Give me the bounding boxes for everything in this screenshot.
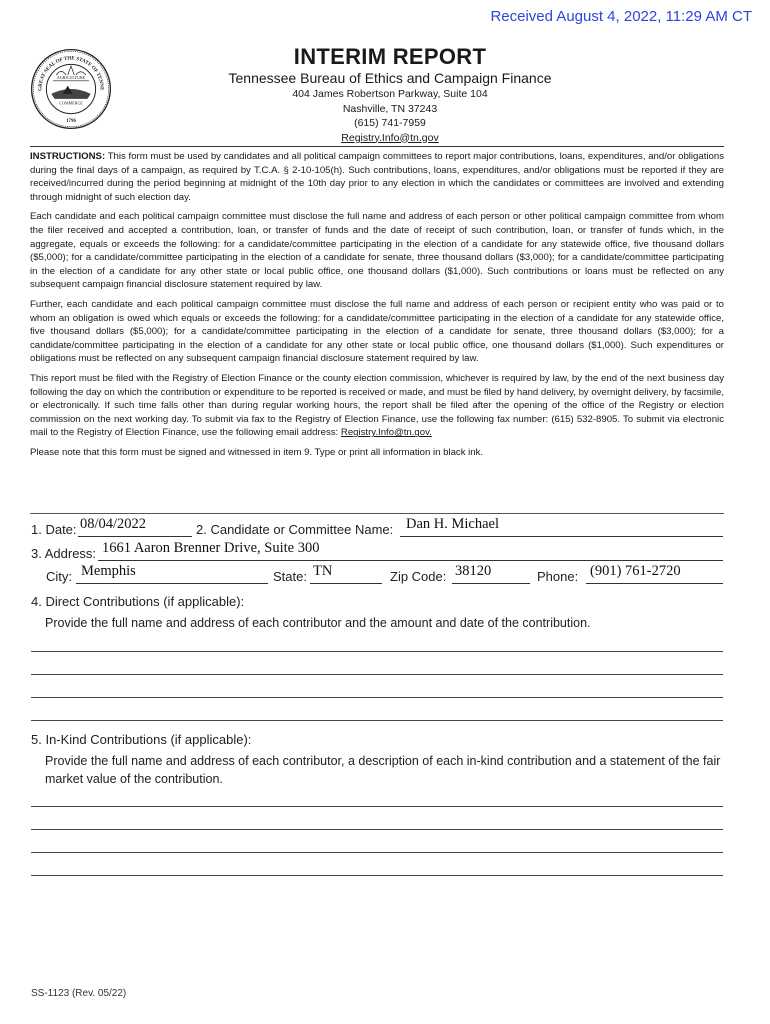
- agency-name: Tennessee Bureau of Ethics and Campaign Finance: [228, 70, 552, 86]
- report-title: INTERIM REPORT: [293, 44, 487, 69]
- state-field[interactable]: TN: [313, 563, 333, 579]
- address-underline: [98, 560, 723, 561]
- direct-contributions-line-4[interactable]: [31, 720, 723, 721]
- city-underline: [76, 583, 268, 584]
- address-line-2: Nashville, TN 37243: [342, 102, 438, 115]
- in-kind-contributions-line-3[interactable]: [31, 852, 723, 853]
- state-label: State:: [273, 569, 307, 584]
- address-line-1: 404 James Robertson Parkway, Suite 104: [292, 88, 488, 100]
- zip-code-underline: [452, 583, 530, 584]
- candidate-name-field[interactable]: Dan H. Michael: [406, 516, 500, 532]
- address-field[interactable]: 1661 Aaron Brenner Drive, Suite 300: [102, 540, 320, 556]
- phone-field[interactable]: (901) 761-2720: [590, 563, 681, 579]
- instructions-paragraph-4: This report must be filed with the Registry of Election Finance or the county election commission, whichever is required by law, by the end of the next business day following the day on which the contribution or expenditure to be reported is received or made, and must be filed by hand delivery, by overnight delivery, by facsimile, or electronically. If such time falls other than during regular working hours, the report shall be filed after the opening of the office of the Registry or election commission on the next working day. To submit via fax to the Registry of Election Finance, use the following fax number: (615) 532-8905. To submit via electronic mail to the Registry of Election Finance, use the following email address: Registry.Info@tn.gov.: [30, 372, 724, 439]
- svg-text:THE GREAT SEAL OF THE STATE OF: [30, 48, 105, 91]
- in-kind-contributions-instructions: Provide the full name and address of each contributor, a description of each in-kind contribution and a statement of the fair market value of the contribution.: [45, 754, 721, 786]
- header-divider: [30, 146, 724, 147]
- direct-contributions-label: 4. Direct Contributions (if applicable):: [31, 594, 245, 609]
- address-label: 3. Address:: [31, 546, 97, 561]
- in-kind-contributions-line-2[interactable]: [31, 829, 723, 830]
- seal-middle-text: AGRICULTURE: [56, 75, 86, 81]
- instructions-paragraph-1: INSTRUCTIONS: This form must be used by candidates and all political campaign committees to report major contributions, loans, expenditures, and/or obligations during the final days of a campaign, as required by T.C.A. § 2-10-105(h). Such contributions, loans, expenditures, and/or obligations must be reported if they are received/incurred during the period beginning at midnight of the 10th day prior to any election in which the candidates or committees are involved and extending through midnight of such election day.: [30, 151, 724, 203]
- zip-code-label: Zip Code:: [390, 569, 447, 584]
- city-label: City:: [46, 569, 72, 584]
- agency-email-link[interactable]: Registry.Info@tn.gov: [341, 131, 439, 144]
- tennessee-state-seal-icon: [30, 48, 112, 130]
- direct-contributions-line-3[interactable]: [31, 697, 723, 698]
- direct-contributions-line-2[interactable]: [31, 674, 723, 675]
- in-kind-contributions-label: 5. In-Kind Contributions (if applicable):: [31, 732, 252, 747]
- direct-contributions-instructions: Provide the full name and address of each contributor and the amount and date of the contribution.: [45, 616, 591, 630]
- instructions-paragraph-2: Each candidate and each political campaign committee must disclose the full name and address of each person or other political campaign committee from whom the filer received and accepted a contribution, loan, or transfer of funds and the date of receipt of such contribution, loan, or transfer of funds which, in the aggregate, equals or exceeds the following: for a candidate/committee participating in the election of a candidate for any statewide office, five thousand dollars ($5,000); for a candidate/committee participating in the election of a candidate for senate, three thousand dollars ($3,000); for a candidate/committee participating in the election of a candidate for any other state or local public office, one thousand dollars ($1,000). Such contributions or loans must be reflected on any subsequent campaign financial disclosure statement required by law.: [30, 211, 724, 291]
- instructions-block: [30, 150, 724, 465]
- instructions-lead: INSTRUCTIONS:: [30, 151, 106, 162]
- instructions-paragraph-3: Further, each candidate and each political campaign committee must disclose the full name and address of each person or recipient entity who was paid or to whom an obligation is owed which equals or exceeds the following: for a candidate/committee participating in the election of a candidate for any statewide office, five thousand dollars ($5,000); for a candidate/committee participating in the election of a candidate for senate, three thousand dollars ($3,000); for a candidate/committee participating in the election of a candidate for any other state or local public office, one thousand dollars ($1,000). Such expenditures or obligations must be reflected on any subsequent campaign financial disclosure statement required by law.: [30, 298, 724, 365]
- agency-address: [200, 87, 580, 145]
- candidate-name-underline: [400, 536, 723, 537]
- date-field[interactable]: 08/04/2022: [80, 516, 147, 532]
- zip-code-field[interactable]: 38120: [455, 563, 492, 579]
- instructions-paragraph-5: Please note that this form must be signed and witnessed in item 9. Type or print all information in black ink.: [30, 446, 484, 458]
- city-field[interactable]: Memphis: [81, 563, 136, 579]
- direct-contributions-line-1[interactable]: [31, 651, 723, 652]
- in-kind-contributions-line-1[interactable]: [31, 806, 723, 807]
- agency-phone: (615) 741-7959: [354, 117, 426, 129]
- seal-bottom-text: COMMERCE: [59, 100, 83, 106]
- form-divider: [30, 513, 724, 514]
- in-kind-contributions-line-4[interactable]: [31, 875, 723, 876]
- seal-year: 1796: [66, 118, 76, 124]
- candidate-name-label: 2. Candidate or Committee Name:: [196, 522, 394, 537]
- date-label: 1. Date:: [31, 522, 77, 537]
- form-number: SS-1123 (Rev. 05/22): [31, 988, 127, 999]
- received-stamp: Received August 4, 2022, 11:29 AM CT: [490, 8, 752, 25]
- state-underline: [310, 583, 382, 584]
- phone-label: Phone:: [537, 569, 579, 584]
- registry-email-link[interactable]: Registry.Info@tn.gov.: [340, 427, 432, 439]
- phone-underline: [586, 583, 723, 584]
- date-underline: [78, 536, 192, 537]
- seal-top-text: GREAT SEAL OF THE STATE OF TENNE: [37, 55, 105, 91]
